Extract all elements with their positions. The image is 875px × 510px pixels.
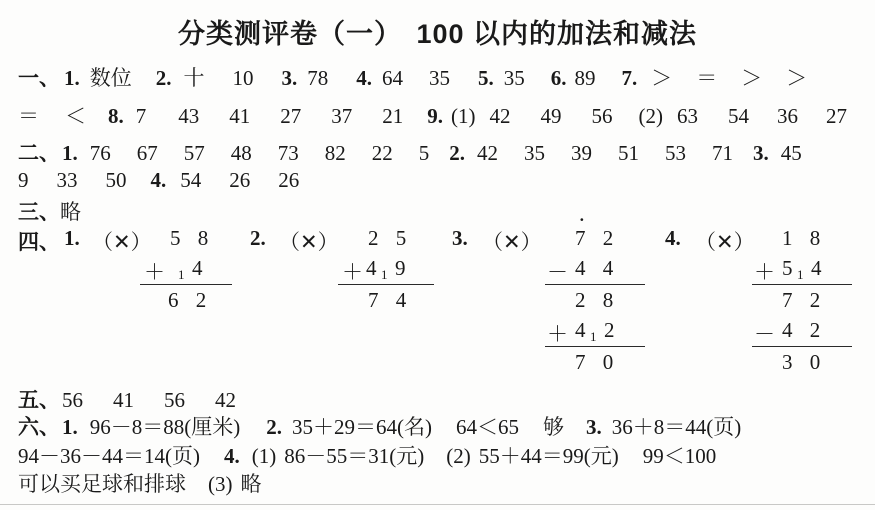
p4-addend-tens-digit: 5 xyxy=(782,256,793,280)
answer-token: 2. xyxy=(266,415,282,439)
answer-token: ＝ xyxy=(18,104,39,128)
page-title: 分类测评卷（一） 100 以内的加法和减法 xyxy=(177,19,698,49)
answer-token: 49 xyxy=(540,104,562,128)
answer-token: 36＋8＝44(页) xyxy=(611,415,742,439)
answer-token: 4. xyxy=(356,66,372,90)
answer-token: (3) xyxy=(208,472,233,496)
p4-carry-digit: 1 xyxy=(797,267,804,282)
answer-token: 41 xyxy=(113,388,134,412)
sum-rule-line xyxy=(338,284,434,285)
answer-token: 64＜65 xyxy=(456,415,519,439)
answer-token: 1. xyxy=(62,415,78,439)
p1-carry-digit: 1 xyxy=(178,267,185,282)
p4-plus-operator: ＋ xyxy=(754,260,775,284)
answers-line-6 xyxy=(18,384,236,414)
problem-2-judgement-mark: （✕） xyxy=(279,230,339,254)
answer-token: 73 xyxy=(277,141,299,165)
answer-token: 4. xyxy=(150,168,167,192)
p4-final-result: 3 0 xyxy=(782,350,821,374)
answer-token: 26 xyxy=(278,168,300,192)
answer-token: 35＋29＝64(名) xyxy=(292,415,432,439)
answer-token: 二、 xyxy=(18,141,60,165)
answer-token: 2. xyxy=(449,141,465,165)
answer-token: 2. xyxy=(155,66,172,90)
answer-token: 39 xyxy=(571,141,592,165)
answer-token: 9. xyxy=(427,104,443,128)
answer-token: 37 xyxy=(331,104,353,128)
problem-1-number: 1. xyxy=(64,226,80,250)
answer-token: 64 xyxy=(382,66,403,90)
answer-token: 4. xyxy=(224,444,240,468)
p3-plus-operator: ＋ xyxy=(547,322,568,346)
problem-3-number: 3. xyxy=(452,226,468,250)
p3-minus-operator: － xyxy=(547,260,568,284)
answer-token: 54 xyxy=(180,168,202,192)
p3-intermediate-result: 2 8 xyxy=(575,288,614,312)
answer-token: (1) xyxy=(251,444,277,468)
answer-token: ＞ xyxy=(651,66,673,90)
answer-token: ＜ xyxy=(65,104,86,128)
answer-token: 43 xyxy=(178,104,200,128)
section-4-vertical-arithmetic xyxy=(0,210,875,380)
p4-subtrahend: 4 2 xyxy=(782,318,821,342)
answer-token: 45 xyxy=(780,141,802,165)
answer-token: 7 xyxy=(135,104,147,128)
answer-token: 22 xyxy=(371,141,393,165)
answer-token: ＝ xyxy=(696,66,718,90)
answer-token: 41 xyxy=(229,104,251,128)
p3-carry-digit: 1 xyxy=(590,329,597,344)
difference-rule-line xyxy=(545,284,645,285)
answer-token: 一、 xyxy=(18,66,60,90)
p4-addend-ones-digit: 4 xyxy=(811,256,822,280)
difference-rule-line xyxy=(752,346,852,347)
answer-token: 略 xyxy=(60,200,81,224)
answers-line-7 xyxy=(18,411,741,441)
answer-token: 21 xyxy=(382,104,404,128)
p2-top-operand: 2 5 xyxy=(368,226,407,250)
answer-token: 94－36－44＝14(页) xyxy=(18,444,200,468)
answer-token: 1. xyxy=(64,66,80,90)
sum-rule-line xyxy=(545,346,645,347)
p4-top-operand: 1 8 xyxy=(782,226,821,250)
answer-token: 27 xyxy=(826,104,847,128)
answer-token: 3. xyxy=(586,415,602,439)
answer-token: 86－55＝31(元) xyxy=(284,444,425,468)
p1-plus-operator: ＋ xyxy=(144,260,165,284)
p3-subtrahend: 4 4 xyxy=(575,256,614,280)
answer-token: 3. xyxy=(753,141,769,165)
answer-token: 35 xyxy=(503,66,525,90)
page-edge-line xyxy=(0,504,875,505)
answer-token: (2) xyxy=(446,444,471,468)
answer-token: 5. xyxy=(478,66,494,90)
answers-line-1 xyxy=(18,62,807,92)
answer-token: 3. xyxy=(281,66,298,90)
answer-token: 56 xyxy=(591,104,613,128)
p3-final-result: 7 0 xyxy=(575,350,614,374)
answer-token: ＞ xyxy=(741,66,763,90)
answer-token: 56 xyxy=(62,388,83,412)
answers-line-4 xyxy=(18,168,299,193)
problem-4-number: 4. xyxy=(665,226,681,250)
answer-token: 78 xyxy=(307,66,329,90)
p2-carry-digit: 1 xyxy=(381,267,388,282)
answer-token: 27 xyxy=(280,104,302,128)
answer-token: 48 xyxy=(230,141,252,165)
answers-line-3 xyxy=(18,137,802,167)
answer-token: 96－8＝88(厘米) xyxy=(89,415,241,439)
p1-result: 6 2 xyxy=(168,288,207,312)
p4-minus-operator: － xyxy=(754,322,775,346)
answers-line-8 xyxy=(18,440,716,470)
p3-addend-tens-digit: 4 xyxy=(575,318,586,342)
p2-addend-ones-digit: 9 xyxy=(395,256,406,280)
answer-token: 42 xyxy=(489,104,511,128)
vertical-problem-2 xyxy=(338,224,442,380)
problem-3-judgement-mark: （✕） xyxy=(482,230,542,254)
answer-token: 数位 xyxy=(89,66,132,90)
answer-token: 50 xyxy=(105,168,127,192)
answer-token: 42 xyxy=(477,141,498,165)
problem-1-judgement-mark: （✕） xyxy=(92,230,152,254)
p3-top-operand: 7 2 xyxy=(575,226,614,250)
answer-token: 35 xyxy=(524,141,545,165)
p4-intermediate-result: 7 2 xyxy=(782,288,821,312)
answers-line-5 xyxy=(18,196,81,226)
sum-rule-line xyxy=(752,284,852,285)
answer-token: 82 xyxy=(324,141,346,165)
answer-token: 三、 xyxy=(18,200,60,224)
answer-token: 十 xyxy=(183,66,205,90)
answer-token: 36 xyxy=(777,104,798,128)
answer-token: 够 xyxy=(543,415,564,439)
section-4-label: 四、 xyxy=(18,230,60,254)
p2-plus-operator: ＋ xyxy=(342,260,363,284)
answer-token: ＞ xyxy=(786,66,808,90)
p3-addend-ones-digit: 2 xyxy=(604,318,615,342)
answer-token: 5 xyxy=(418,141,430,165)
answer-token: 54 xyxy=(728,104,749,128)
vertical-problem-1 xyxy=(140,224,244,380)
answer-token: 略 xyxy=(240,472,262,496)
problem-2-number: 2. xyxy=(250,226,266,250)
answer-token: 76 xyxy=(89,141,111,165)
answer-token: 63 xyxy=(677,104,698,128)
answer-token: 1. xyxy=(62,141,78,165)
answer-token: 51 xyxy=(618,141,639,165)
p3-borrow-dot: · xyxy=(579,210,585,229)
answer-token: 7. xyxy=(621,66,638,90)
answer-token: (2) xyxy=(638,104,663,128)
p2-result: 7 4 xyxy=(368,288,407,312)
answer-token: 35 xyxy=(429,66,450,90)
vertical-problem-3 xyxy=(545,210,649,380)
answer-token: 42 xyxy=(215,388,236,412)
answer-token: 26 xyxy=(229,168,251,192)
answer-token: 8. xyxy=(108,104,124,128)
answer-token: 6. xyxy=(550,66,567,90)
answer-token: 67 xyxy=(136,141,158,165)
answer-token: 33 xyxy=(56,168,78,192)
p2-addend-tens-digit: 4 xyxy=(366,256,377,280)
problem-4-judgement-mark: （✕） xyxy=(695,230,755,254)
answer-token: 55＋44＝99(元) xyxy=(478,444,619,468)
answer-token: 99＜100 xyxy=(642,444,717,468)
answer-token: (1) xyxy=(451,104,476,128)
answers-line-2 xyxy=(18,100,847,130)
answer-token: 57 xyxy=(183,141,205,165)
p1-top-operand: 5 8 xyxy=(170,226,209,250)
answer-token: 9 xyxy=(18,168,29,192)
answer-token: 可以买足球和排球 xyxy=(18,472,186,496)
answer-token: 五、 xyxy=(18,388,60,412)
answer-token: 10 xyxy=(232,66,254,90)
answers-line-9 xyxy=(18,468,262,498)
answer-token: 53 xyxy=(665,141,686,165)
sum-rule-line xyxy=(140,284,232,285)
answer-token: 56 xyxy=(164,388,185,412)
answer-token: 六、 xyxy=(18,415,60,439)
answer-token: 71 xyxy=(712,141,733,165)
p1-addend-digit: 4 xyxy=(192,256,203,280)
answer-token: 89 xyxy=(574,66,596,90)
vertical-problem-4 xyxy=(752,224,856,380)
